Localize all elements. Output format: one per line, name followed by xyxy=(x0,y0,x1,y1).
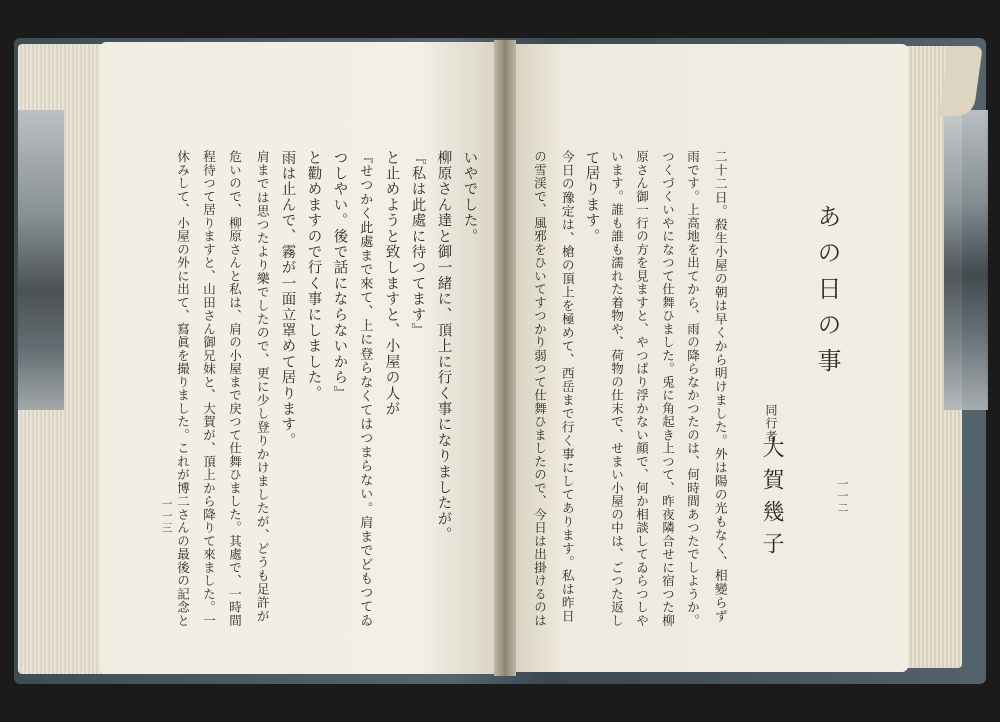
text-column: 原さん御一行の方を見ますと、やつぱり浮かない顔で、何か相談してゐらつしや xyxy=(634,150,650,627)
author-name: 大賀幾子 xyxy=(759,436,784,564)
text-column: 柳原さん達と御一緒に、頂上に行く事になりましたが。 xyxy=(435,150,452,543)
text-column: と勸めますので行く事にしました。 xyxy=(305,150,322,402)
text-column: つくづくいやになつて仕舞ひました。兎に角起き上つて、昨夜隣合せに宿つた柳 xyxy=(660,150,676,627)
text-column: 休みして、小屋の外に出て、寫眞を撮りました。これが博二さんの最後の記念と xyxy=(175,150,191,627)
page-number-left: 一一三 xyxy=(160,498,173,534)
mountain-photo-edge-left xyxy=(18,110,64,410)
text-column: 程待つて居りますと、山田さん御兄妹と、大賀が、頂上から降りて來ました。一 xyxy=(201,150,217,627)
text-column: つしやい。後で話にならないから』 xyxy=(331,150,348,402)
text-column: います。誰も誰も濡れた着物や、荷物の仕末で、せまい小屋の中は、ごつた返し xyxy=(609,150,625,627)
text-column: 肩までは思つたより樂でしたので、更に少し登りかけましたが、どうも足許が xyxy=(253,150,269,624)
text-column: 今日の豫定は、槍の頂上を極めて、西岳まで行く事にしてあります。私は昨日 xyxy=(558,150,574,624)
chapter-title: あの日の事 xyxy=(813,204,841,384)
author-label: 同行者 xyxy=(764,404,778,443)
page-number-right: 一一二 xyxy=(836,478,849,514)
text-column: 『私は此處に待つてます』 xyxy=(409,150,426,339)
text-column: て居ります。 xyxy=(583,150,600,245)
book-gutter xyxy=(494,40,516,676)
text-column: 雨です。上高地を出てから、雨の降らなかつたのは、何時間あつたでしようか。 xyxy=(685,150,701,627)
text-column: 二十二日。殺生小屋の朝は早くから明けました。外は陽の光もなく、相變らず xyxy=(711,150,727,624)
text-column: の雪渓で、風邪をひいてすつかり弱つて仕舞ひましたので、今日は出掛けるのは xyxy=(532,150,548,627)
mountain-photo-edge-right xyxy=(944,110,988,410)
text-column: 『せつかく此處まで來て、上に登らなくてはつまらない。肩までどもつてゐ xyxy=(357,150,373,628)
text-column: 危いので、柳原さんと私は、肩の小屋まで戻つて仕舞ひました。其處で、一時間 xyxy=(227,150,243,627)
text-column: と止めようと致しますと、小屋の人が xyxy=(383,150,400,417)
text-column: 雨は止んで、霧が一面立罩めて居ります。 xyxy=(279,150,296,449)
text-column: いやでした。 xyxy=(461,150,478,245)
